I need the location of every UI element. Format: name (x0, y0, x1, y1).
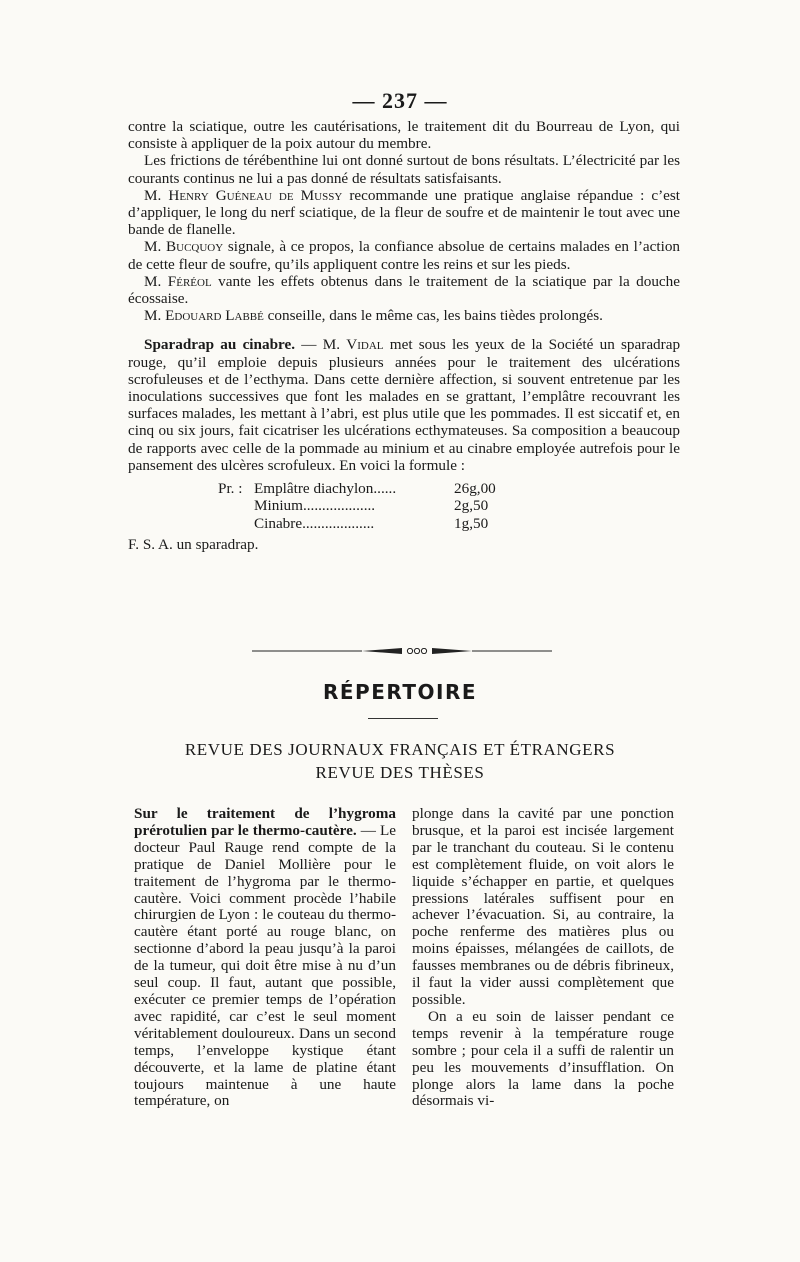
formula-prefix: Pr. : (218, 480, 243, 498)
author-labbe: Edouard Labbé (165, 307, 264, 325)
paragraph-1 (128, 118, 680, 152)
formula-row (218, 515, 680, 532)
mr-label: M. (144, 307, 162, 325)
formula-ingredient: Emplâtre diachylon...... (254, 480, 397, 498)
formula-quantity: 1g,50 (454, 514, 489, 532)
hygroma-text: Le docteur Paul Rauge rend compte de la pratique de Daniel Mollière pour le traitement de l’hygroma par le thermo-cautère. Voici comment procède l’habile chirurgien de Lyon : le couteau du thermo-cautère étant porté au rouge blanc, on sectionne d’abord la peau jusqu’à la paroi de la tumeur, qui doit être mise à nu d’un seul coup. Il faut, autant que possible, exécuter ce premier temps de l’opération avec rapidité, car c’est le seul moment véritablement douloureux. Dans un second temps, l’enveloppe kystique étant découverte, et la lame de platine étant toujours maintenue à une haute température, on (134, 821, 396, 1110)
author-vidal: Vidal (346, 336, 384, 354)
author-bucquoy: Bucquoy (166, 238, 224, 256)
paragraph-2-text: Les frictions de térébenthine lui ont donné surtout de bons résultats. L’électricité par les courants continus ne lui a pas donné de résultats satisfaisants. (128, 152, 680, 187)
paragraph-3 (128, 187, 680, 239)
mr-label: M. (322, 336, 341, 354)
sparadrap-heading: Sparadrap au cinabre. (144, 336, 296, 354)
mr-label: M. (144, 272, 162, 290)
formula-quantity: 26g,00 (454, 480, 496, 498)
right-column (412, 806, 674, 1110)
formula-fsa: F. S. A. un sparadrap. (128, 536, 259, 554)
paragraph-6 (128, 307, 680, 324)
author-fereol: Féréol (167, 272, 212, 290)
paragraph-3-text: recommande une pratique anglaise répandue : c’est d’appliquer, le long du nerf sciatique, de la fleur de soufre et de maintenir le tout avec une bande de flanelle. (128, 186, 681, 239)
hygroma-article (134, 806, 396, 1110)
paragraph-4-text: signale, à ce propos, la confiance absolue de certains malades en l’action de cette fleur de soufre, qu’ils appliquent contre les reins et sur les pieds. (128, 238, 681, 273)
paragraph-5-text: vante les effets obtenus dans le traitement de la sciatique par la douche écossaise. (128, 272, 681, 308)
hygroma-heading: Sur le traitement de l’hygroma prérotulien par le thermo-cautère. (134, 805, 396, 839)
main-text (128, 118, 680, 553)
formula-row (218, 497, 680, 514)
section-subtitle-journals: REVUE DES JOURNAUX FRANÇAIS ET ÉTRANGERS (184, 740, 616, 759)
right-paragraph-2: On a eu soin de laisser pendant ce temps revenir à la température rouge sombre ; pour cela il a suffi de ralentir un peu les mouvements d’insufflation. On plonge alors la lame dans la poche désormais vi- (412, 1007, 674, 1110)
page-number: — 237 — (352, 88, 448, 113)
mr-label: M. (144, 186, 162, 204)
right-paragraph-1: plonge dans la cavité par une ponction brusque, et la paroi est incisée largement par le tranchant du couteau. Si le contenu est complètement fluide, on voit alors le liquide s’échapper en partie, et quelques pressions latérales suffisent pour en achever l’évacuation. Si, au contraire, la poche renferme des matières plus ou moins épaisses, mélangées de caillots, de fausses membranes ou de débris fibrineux, il faut la vider aussi complètement que possible. (412, 805, 674, 1008)
dash: — (360, 821, 376, 839)
paragraph-2 (128, 152, 680, 186)
mr-label: M. (144, 238, 162, 256)
paragraph-4 (128, 238, 680, 272)
paragraph-6-text: conseille, dans le même cas, les bains tièdes prolongés. (267, 307, 603, 325)
paragraph-1-text: contre la sciatique, outre les cautérisations, le traitement dit du Bourreau de Lyon, qui consiste à appliquer de la poix autour du membre. (128, 118, 680, 153)
title-rule (368, 718, 438, 719)
ornamental-divider (252, 648, 552, 654)
paragraph-5 (128, 273, 680, 307)
formula-quantity: 2g,50 (454, 497, 489, 515)
dash: — (301, 336, 317, 354)
formula-ingredient: Cinabre................... (254, 514, 375, 532)
formula-ingredient: Minium................... (254, 497, 376, 515)
paragraph-7 (128, 336, 680, 474)
section-title: RÉPERTOIRE (322, 680, 478, 704)
paragraph-7-text: met sous les yeux de la Société un sparadrap rouge, qu’il emploie depuis plusieurs années pour le traitement des ulcérations scrofuleuses et de l’ecthyma. Dans cette dernière affection, si souvent entretenue par les inoculations successives que font les malades en se grattant, l’emplâtre recouvrant les surfaces malades, les mettant à l’abri, est plus utile que les pommades. Il est siccatif et, en cinq ou six jours, fait cicatriser les ulcérations ecthymateuses. Sa composition a beaucoup de rapports avec celle de la pommade au minium et au cinabre employée autrefois pour le pansement des ulcères scrofuleux. En voici la formule : (128, 336, 681, 474)
formula (218, 480, 680, 532)
formula-row (218, 480, 680, 497)
left-column (134, 806, 396, 1110)
author-gueneau: Henry Guéneau de Mussy (168, 186, 343, 204)
section-subtitle-theses: REVUE DES THÈSES (315, 763, 485, 782)
